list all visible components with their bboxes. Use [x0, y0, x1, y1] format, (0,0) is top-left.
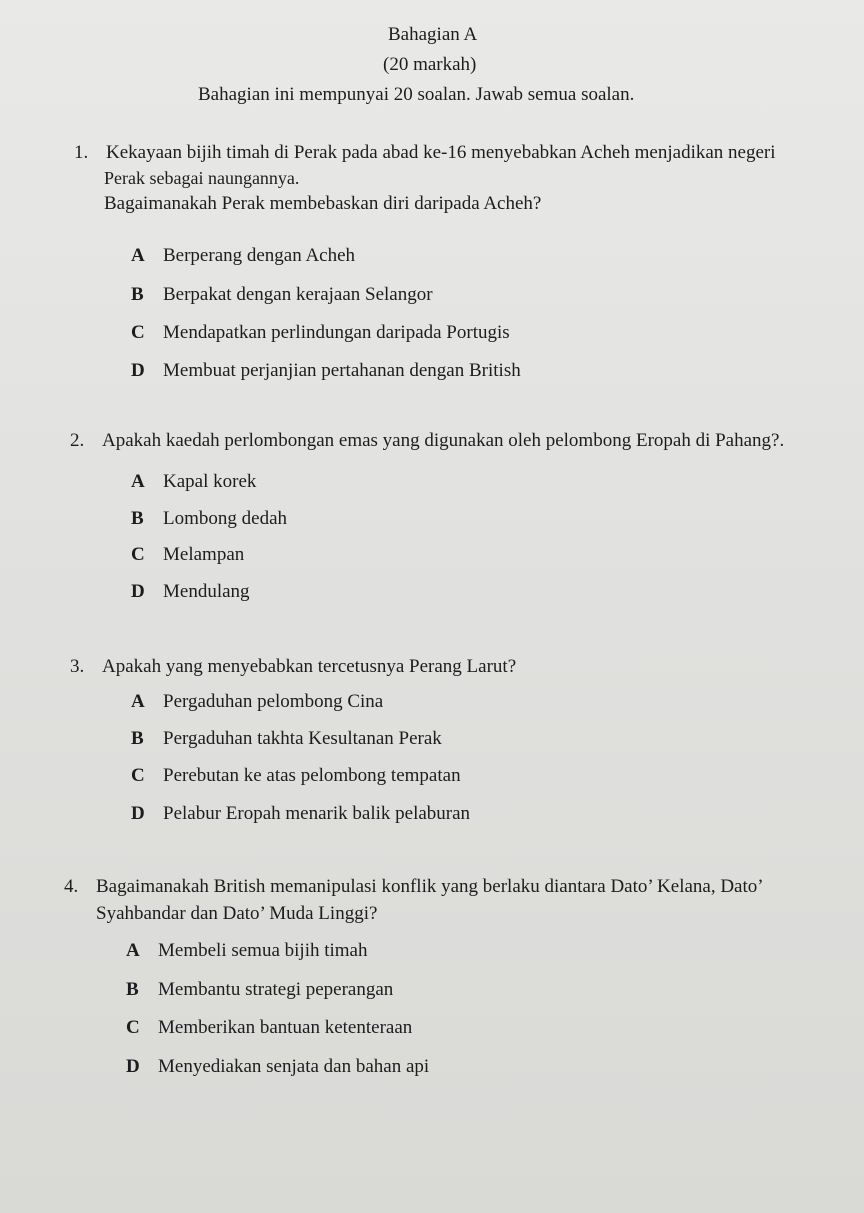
- question-2-text-1: Apakah kaedah perlombongan emas yang digunakan oleh pelombong Eropah di Pahang?.: [102, 430, 785, 451]
- option-text: Membeli semua bijih timah: [158, 940, 368, 961]
- option-letter: A: [131, 471, 145, 492]
- option-letter: B: [131, 728, 144, 749]
- option-letter: A: [126, 940, 140, 961]
- question-2-option-c[interactable]: [131, 544, 244, 566]
- question-4-text-1: Bagaimanakah British memanipulasi konflik yang berlaku diantara Dato’ Kelana, Dato’: [96, 876, 764, 897]
- question-3-option-a[interactable]: [131, 691, 383, 713]
- question-2-number: 2.: [70, 430, 85, 451]
- question-1-option-b[interactable]: [131, 284, 433, 306]
- question-1-option-c[interactable]: [131, 322, 510, 344]
- option-letter: C: [126, 1017, 140, 1038]
- question-4-option-d[interactable]: [126, 1056, 429, 1078]
- question-1-option-d[interactable]: [131, 360, 521, 382]
- option-letter: C: [131, 544, 145, 565]
- question-2-option-d[interactable]: [131, 581, 250, 603]
- question-3-option-c[interactable]: [131, 765, 461, 787]
- question-4-option-a[interactable]: [126, 940, 368, 962]
- option-text: Pelabur Eropah menarik balik pelaburan: [163, 803, 471, 824]
- option-letter: A: [131, 245, 145, 266]
- question-1-option-a[interactable]: [131, 245, 355, 267]
- option-text: Pergaduhan takhta Kesultanan Perak: [163, 728, 442, 749]
- question-4-number: 4.: [64, 876, 79, 897]
- question-1-line-1: [74, 142, 776, 164]
- question-3-line-1: [70, 656, 516, 678]
- option-text: Kapal korek: [163, 471, 257, 492]
- question-2-option-a[interactable]: [131, 471, 256, 493]
- option-text: Pergaduhan pelombong Cina: [163, 691, 384, 712]
- question-2-line-1: [70, 430, 784, 452]
- option-letter: B: [131, 508, 144, 529]
- option-text: Berpakat dengan kerajaan Selangor: [163, 284, 433, 305]
- question-1-text-1: Kekayaan bijih timah di Perak pada abad ke-16 menyebabkan Acheh menjadikan negeri: [106, 142, 776, 163]
- option-text: Membantu strategi peperangan: [158, 979, 394, 1000]
- option-text: Mendapatkan perlindungan daripada Portugis: [163, 322, 510, 343]
- question-3-number: 3.: [70, 656, 85, 677]
- option-text: Lombong dedah: [163, 508, 288, 529]
- section-instruction: Bahagian ini mempunyai 20 soalan. Jawab semua soalan.: [198, 84, 635, 105]
- question-4-option-c[interactable]: [126, 1017, 412, 1039]
- question-4-line-1: [64, 876, 764, 898]
- question-3-text-1: Apakah yang menyebabkan tercetusnya Perang Larut?: [102, 656, 517, 677]
- option-text: Mendulang: [163, 581, 250, 602]
- option-text: Memberikan bantuan ketenteraan: [158, 1017, 413, 1038]
- question-3-option-b[interactable]: [131, 728, 442, 750]
- question-4-option-b[interactable]: [126, 979, 393, 1001]
- section-title: Bahagian A: [388, 24, 478, 45]
- question-1-text-3: Bagaimanakah Perak membebaskan diri daripada Acheh?: [104, 193, 542, 214]
- option-letter: D: [126, 1056, 140, 1077]
- option-text: Membuat perjanjian pertahanan dengan British: [163, 360, 521, 381]
- question-3-option-d[interactable]: [131, 803, 470, 825]
- option-text: Perebutan ke atas pelombong tempatan: [163, 765, 461, 786]
- option-letter: C: [131, 765, 145, 786]
- option-letter: D: [131, 360, 145, 381]
- option-text: Menyediakan senjata dan bahan api: [158, 1056, 430, 1077]
- option-text: Berperang dengan Acheh: [163, 245, 356, 266]
- option-letter: B: [131, 284, 144, 305]
- option-letter: D: [131, 803, 145, 824]
- question-4-text-2: Syahbandar dan Dato’ Muda Linggi?: [96, 903, 378, 924]
- option-letter: C: [131, 322, 145, 343]
- option-text: Melampan: [163, 544, 245, 565]
- option-letter: B: [126, 979, 139, 1000]
- question-1-text-2: Perak sebagai naungannya.: [104, 168, 300, 188]
- question-1-number: 1.: [74, 142, 89, 163]
- option-letter: D: [131, 581, 145, 602]
- question-2-option-b[interactable]: [131, 508, 287, 530]
- section-marks: (20 markah): [383, 54, 477, 75]
- option-letter: A: [131, 691, 145, 712]
